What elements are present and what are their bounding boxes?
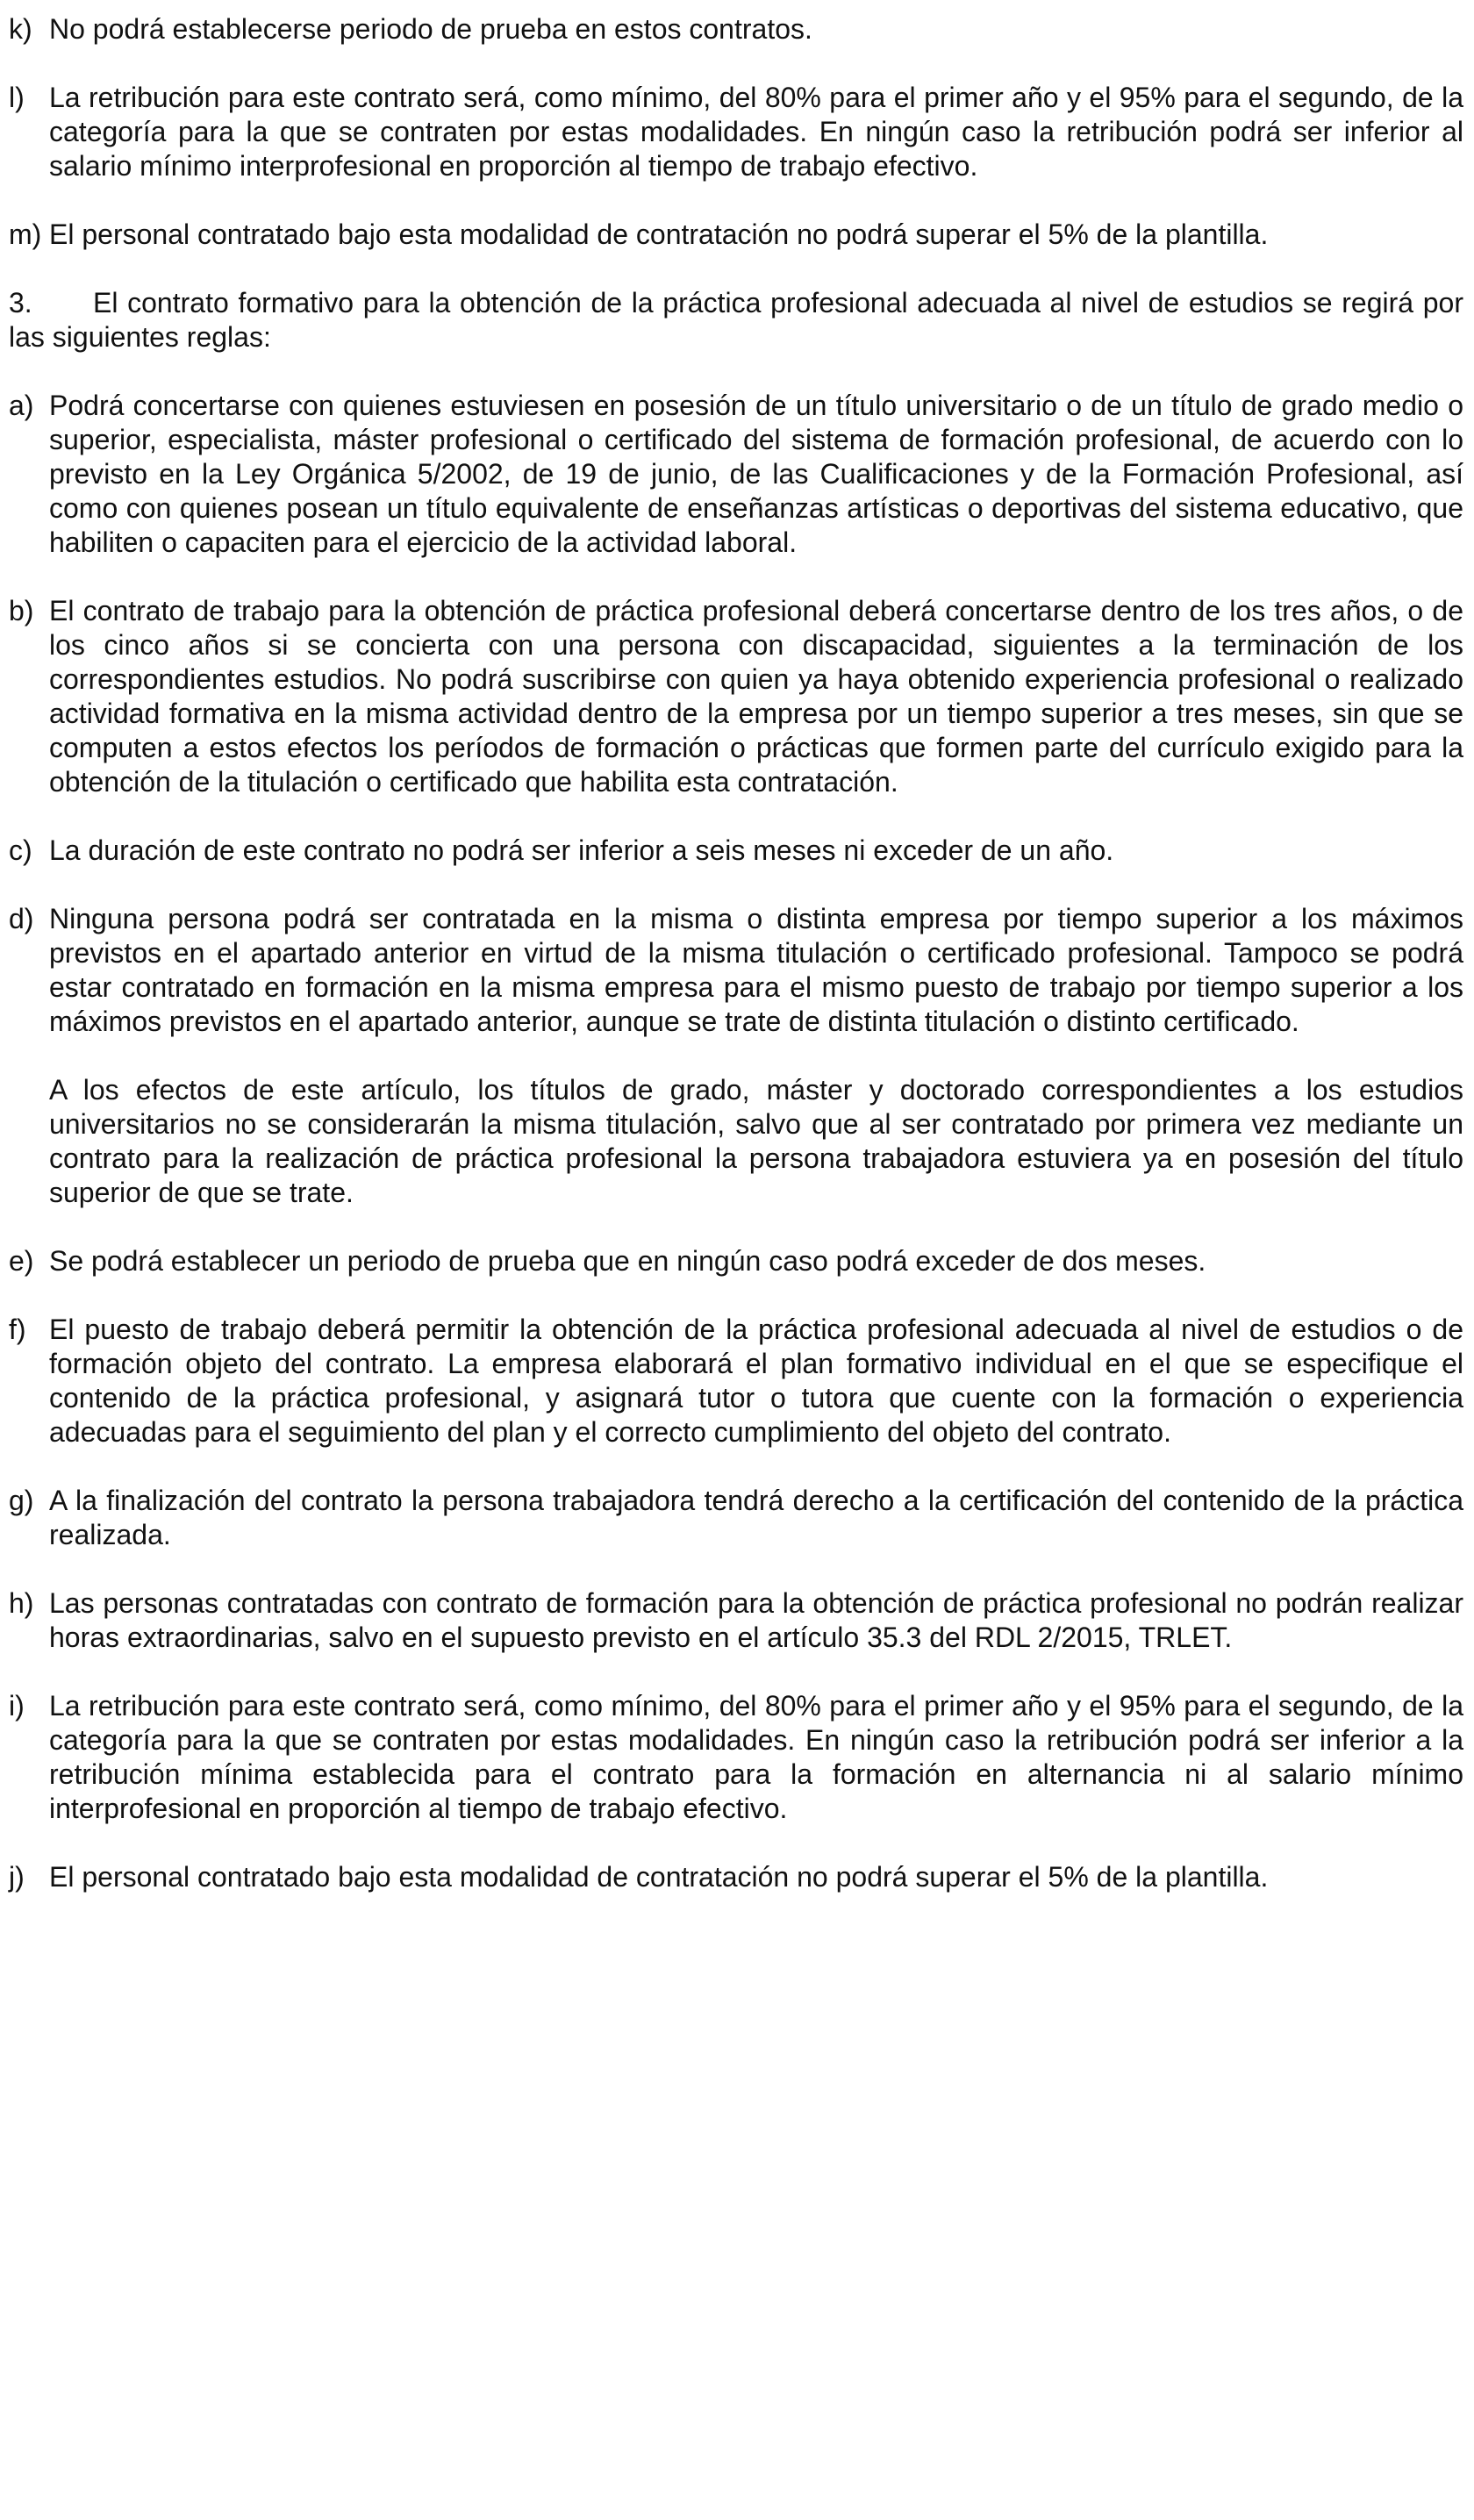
list-item-text: La retribución para este contrato será, como mínimo, del 80% para el primer año y el 95% para el segundo, de la categoría para la que se contraten por estas modalidades. En ningún caso la retribución podrá ser inferior a la retribución mínima establecida para el contrato para la formación en alternancia ni al salario mínimo interprofesional en proporción al tiempo de trabajo efectivo. — [49, 1690, 1463, 1824]
list-item-text: El personal contratado bajo esta modalidad de contratación no podrá superar el 5% de la plantilla. — [49, 1861, 1269, 1893]
list-item-i — [9, 1689, 1463, 1826]
list-item-k — [9, 12, 1463, 47]
list-item-text: No podrá establecerse periodo de prueba en estos contratos. — [49, 13, 812, 45]
list-item-e — [9, 1244, 1463, 1278]
list-item-text: El personal contratado bajo esta modalidad de contratación no podrá superar el 5% de la plantilla. — [49, 218, 1269, 250]
list-item-marker: a) — [9, 390, 34, 421]
list-item-marker: k) — [9, 13, 32, 45]
section-paragraph-3 — [9, 286, 1463, 354]
list-item-marker: i) — [9, 1690, 25, 1722]
list-item-text: El puesto de trabajo deberá permitir la obtención de la práctica profesional adecuada al nivel de estudios o de formación objeto del contrato. La empresa elaborará el plan formativo individual en el que se especifique el contenido de la práctica profesional, y asignará tutor o tutora que cuente con la formación o experiencia adecuadas para el seguimiento del plan y el correcto cumplimiento del objeto del contrato. — [49, 1314, 1463, 1448]
list-item-marker: f) — [9, 1314, 26, 1345]
list-item-b — [9, 594, 1463, 799]
list-item-d — [9, 902, 1463, 1039]
list-item-marker: d) — [9, 903, 34, 934]
list-item-text: Las personas contratadas con contrato de formación para la obtención de práctica profesional no podrán realizar horas extraordinarias, salvo en el supuesto previsto en el artículo 35.3 del RDL 2/2015, TRLET. — [49, 1587, 1463, 1653]
list-item-g — [9, 1484, 1463, 1552]
section-text: El contrato formativo para la obtención de la práctica profesional adecuada al nivel de estudios se regirá por las siguientes reglas: — [9, 287, 1463, 353]
list-item-a — [9, 389, 1463, 560]
list-item-marker: c) — [9, 834, 32, 866]
list-item-marker: j) — [9, 1861, 25, 1893]
list-item-m — [9, 218, 1463, 252]
list-item-f — [9, 1313, 1463, 1450]
list-item-text: Se podrá establecer un periodo de prueba que en ningún caso podrá exceder de dos meses. — [49, 1245, 1206, 1277]
list-item-marker: l) — [9, 82, 25, 113]
list-item-marker: g) — [9, 1485, 34, 1516]
list-item-c — [9, 834, 1463, 868]
list-item-l — [9, 81, 1463, 183]
list-item-marker: h) — [9, 1587, 34, 1619]
list-item-marker: b) — [9, 595, 34, 626]
list-item-text: La duración de este contrato no podrá ser inferior a seis meses ni exceder de un año. — [49, 834, 1114, 866]
list-item-text: A los efectos de este artículo, los títulos de grado, máster y doctorado correspondientes a los estudios universitarios no se considerarán la misma titulación, salvo que al ser contratado por primera vez mediante un contrato para la realización de práctica profesional la persona trabajadora estuviera ya en posesión del título superior de que se trate. — [49, 1074, 1463, 1208]
list-item-marker: m) — [9, 218, 42, 250]
list-item-j — [9, 1860, 1463, 1894]
section-number: 3. — [9, 287, 32, 319]
list-item-marker: e) — [9, 1245, 34, 1277]
list-item-h — [9, 1586, 1463, 1655]
list-item-text: El contrato de trabajo para la obtención de práctica profesional deberá concertarse dentro de los tres años, o de los cinco años si se concierta con una persona con discapacidad, siguientes a la terminación de los correspondientes estudios. No podrá suscribirse con quien ya haya obtenido experiencia profesional o realizado actividad formativa en la misma actividad dentro de la empresa por un tiempo superior a tres meses, sin que se computen a estos efectos los períodos de formación o prácticas que formen parte del currículo exigido para la obtención de la titulación o certificado que habilita esta contratación. — [49, 595, 1463, 798]
list-item-text: Ninguna persona podrá ser contratada en la misma o distinta empresa por tiempo superior a los máximos previstos en el apartado anterior en virtud de la misma titulación o certificado profesional. Tampoco se podrá estar contratado en formación en la misma empresa para el mismo puesto de trabajo por tiempo superior a los máximos previstos en el apartado anterior, aunque se trate de distinta titulación o distinto certificado. — [49, 903, 1463, 1037]
list-item-text: A la finalización del contrato la persona trabajadora tendrá derecho a la certificación del contenido de la práctica realizada. — [49, 1485, 1463, 1550]
list-item-text: Podrá concertarse con quienes estuviesen en posesión de un título universitario o de un título de grado medio o superior, especialista, máster profesional o certificado del sistema de formación profesional, de acuerdo con lo previsto en la Ley Orgánica 5/2002, de 19 de junio, de las Cualificaciones y de la Formación Profesional, así como con quienes posean un título equivalente de enseñanzas artísticas o deportivas del sistema educativo, que habiliten o capaciten para el ejercicio de la actividad laboral. — [49, 390, 1463, 558]
list-item-text: La retribución para este contrato será, como mínimo, del 80% para el primer año y el 95% para el segundo, de la categoría para la que se contraten por estas modalidades. En ningún caso la retribución podrá ser inferior al salario mínimo interprofesional en proporción al tiempo de trabajo efectivo. — [49, 82, 1463, 182]
list-item-d-continuation — [9, 1073, 1463, 1210]
